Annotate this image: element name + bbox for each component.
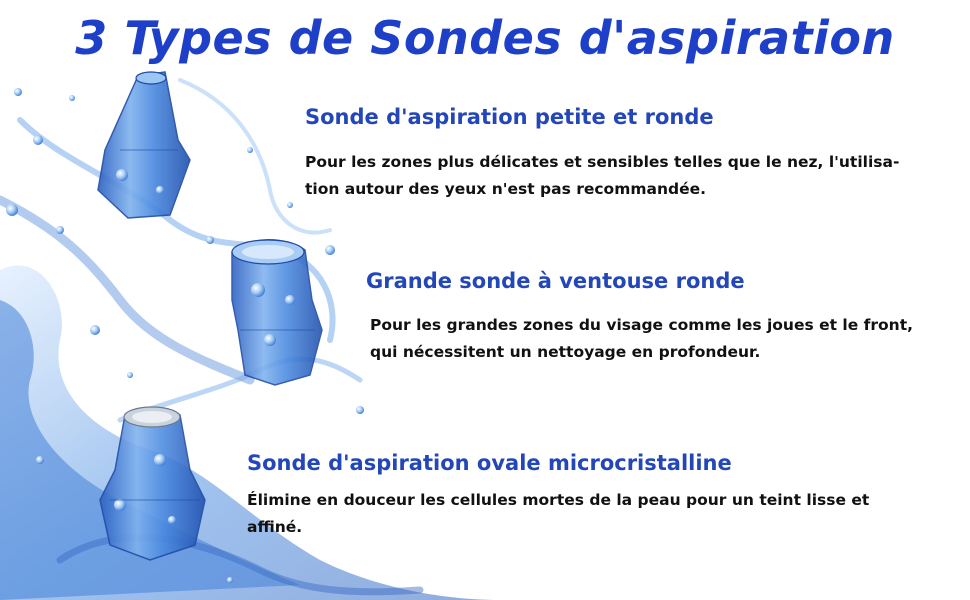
probe-heading-small-round: Sonde d'aspiration petite et ronde bbox=[305, 105, 714, 129]
probe-heading-microcrystal: Sonde d'aspiration ovale microcristalline bbox=[247, 451, 732, 475]
probe-heading-large-round: Grande sonde à ventouse ronde bbox=[366, 269, 745, 293]
microcrystal-probe-icon bbox=[100, 407, 205, 560]
probe-description-small-round: Pour les zones plus délicates et sensibles telles que le nez, l'utilisa-tion autour des yeux n'est pas recommandée. bbox=[305, 153, 900, 198]
page-title: 3 Types de Sondes d'aspiration bbox=[75, 11, 895, 65]
small-round-probe-icon bbox=[98, 72, 190, 218]
probe-description-microcrystal: Élimine en douceur les cellules mortes de la peau pour un teint lisse et affiné. bbox=[247, 491, 870, 536]
probe-description-large-round: Pour les grandes zones du visage comme les joues et le front, qui nécessitent un nettoyage en profondeur. bbox=[370, 316, 913, 361]
